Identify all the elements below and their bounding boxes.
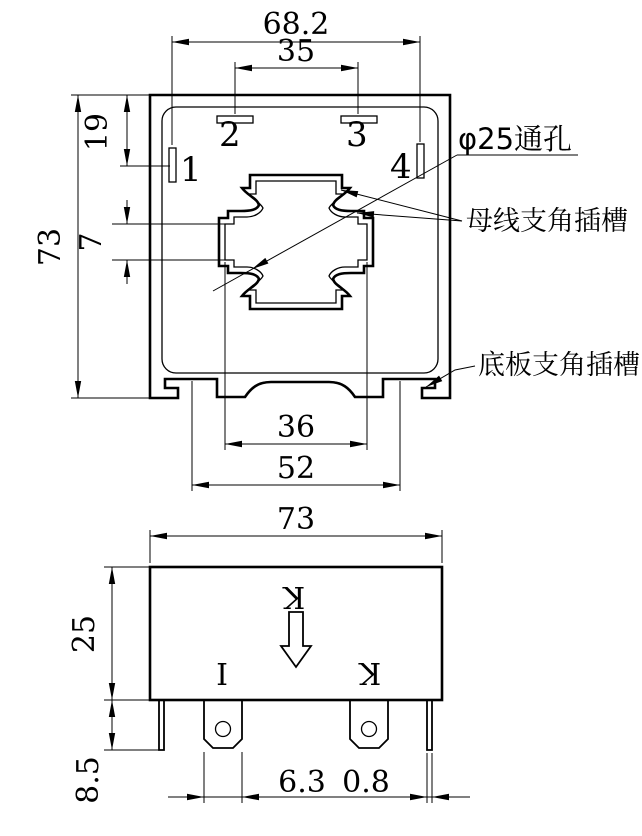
arrow — [341, 65, 358, 71]
arrow — [250, 258, 268, 272]
arrow — [124, 207, 130, 224]
dim-inner-terminal-span: 35 — [276, 34, 316, 69]
dim-terminal-span: 68.2 — [262, 7, 330, 42]
arrow — [109, 733, 115, 750]
tab-left-hole — [216, 722, 231, 737]
marking-terminal-k: K — [358, 655, 382, 690]
hole-inner-contour — [225, 181, 367, 303]
dim-hole-span: 36 — [276, 410, 316, 445]
arrow — [432, 794, 449, 800]
arrow — [350, 441, 367, 447]
arrow — [225, 441, 242, 447]
terminal-label-4: 4 — [390, 147, 412, 187]
side-view — [67, 502, 470, 804]
arrow — [109, 700, 115, 717]
marking-direction-k: K — [282, 579, 306, 614]
arrow — [109, 683, 115, 700]
arrow — [383, 482, 400, 488]
arrow — [410, 794, 427, 800]
terminal-label-2: 2 — [219, 115, 241, 155]
dim-body-height: 25 — [67, 614, 102, 654]
dim-pin-length: 8.5 — [71, 756, 106, 804]
dim-base-span: 52 — [276, 451, 316, 486]
dim-tab-width: 6.3 — [278, 765, 326, 800]
tab-right-hole — [362, 722, 377, 737]
pin-left — [159, 700, 164, 750]
arrow — [124, 95, 130, 112]
annotation-through-hole: φ25通孔 — [458, 122, 573, 156]
tab-right — [350, 700, 388, 748]
dim-edge-to-terminal1: 19 — [80, 112, 115, 152]
body-outline — [150, 95, 450, 398]
arrow — [109, 567, 115, 584]
arrow — [187, 794, 204, 800]
terminal-slot-1 — [169, 148, 176, 182]
dim-overall-height: 73 — [33, 227, 68, 267]
arrow — [235, 65, 252, 71]
direction-arrow-icon — [281, 612, 311, 667]
dim-sv-overall-width: 73 — [276, 502, 316, 537]
arrow — [242, 794, 259, 800]
arrow — [192, 482, 209, 488]
arrow — [124, 149, 130, 166]
dim-slot-width: 7 — [74, 232, 109, 252]
dim-pin-thickness: 0.8 — [342, 765, 390, 800]
arrow — [172, 39, 189, 45]
arrow — [124, 260, 130, 277]
top-view — [33, 7, 640, 491]
annotation-busbar-slot: 母线支角插槽 — [466, 206, 628, 237]
terminal-label-1: 1 — [180, 150, 202, 190]
arrow — [425, 533, 442, 539]
terminal-slot-4 — [417, 144, 424, 178]
hole-outer-contour — [219, 175, 373, 309]
annotation-base-plate-slot: 底板支角插槽 — [478, 350, 640, 381]
arrow — [150, 533, 167, 539]
arrow — [75, 95, 81, 112]
tab-left — [204, 700, 242, 748]
arrow — [75, 381, 81, 398]
marking-terminal-i: I — [216, 655, 228, 690]
arrow — [403, 39, 420, 45]
pin-right — [427, 700, 432, 750]
terminal-label-3: 3 — [346, 115, 368, 155]
